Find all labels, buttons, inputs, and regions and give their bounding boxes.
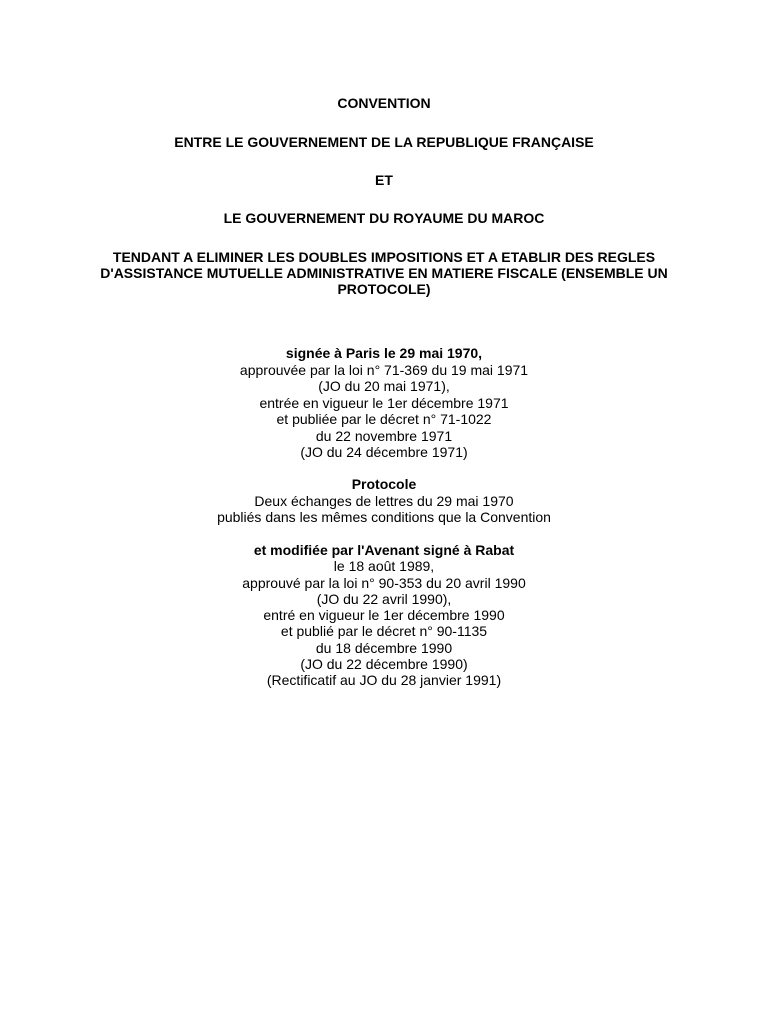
amendment-line: du 18 décembre 1990 bbox=[315, 640, 453, 656]
document-title: CONVENTION bbox=[337, 95, 431, 111]
amendment-line: approuvé par la loi n° 90-353 du 20 avril 1990 bbox=[242, 575, 526, 591]
signature-line: (JO du 24 décembre 1971) bbox=[300, 444, 468, 460]
signature-line: du 22 novembre 1971 bbox=[315, 428, 453, 444]
protocol-line: publiés dans les mêmes conditions que la Convention bbox=[217, 509, 551, 525]
protocol-title: Protocole bbox=[351, 476, 417, 492]
signature-line: (JO du 20 mai 1971), bbox=[318, 378, 450, 394]
protocol-line: Deux échanges de lettres du 29 mai 1970 bbox=[254, 493, 514, 509]
amendment-line: entré en vigueur le 1er décembre 1990 bbox=[263, 607, 505, 623]
party-france: ENTRE LE GOUVERNEMENT DE LA REPUBLIQUE FRANÇAISE bbox=[174, 134, 594, 150]
amendment-line: (JO du 22 avril 1990), bbox=[316, 591, 452, 607]
party-morocco: LE GOUVERNEMENT DU ROYAUME DU MAROC bbox=[223, 210, 545, 226]
amendment-line: et publié par le décret n° 90-1135 bbox=[280, 623, 488, 639]
signature-line: entrée en vigueur le 1er décembre 1971 bbox=[259, 395, 509, 411]
signature-title: signée à Paris le 29 mai 1970, bbox=[285, 345, 483, 361]
conjunction-et: ET bbox=[375, 172, 393, 188]
purpose-line: D'ASSISTANCE MUTUELLE ADMINISTRATIVE EN MATIERE FISCALE (ENSEMBLE UN bbox=[100, 265, 668, 281]
amendment-title: et modifiée par l'Avenant signé à Rabat bbox=[253, 542, 515, 558]
amendment-line: le 18 août 1989, bbox=[333, 558, 435, 574]
amendment-line: (JO du 22 décembre 1990) bbox=[300, 656, 468, 672]
purpose-line: TENDANT A ELIMINER LES DOUBLES IMPOSITIONS ET A ETABLIR DES REGLES bbox=[112, 249, 656, 265]
purpose-line: PROTOCOLE) bbox=[337, 281, 431, 297]
signature-line: et publiée par le décret n° 71-1022 bbox=[276, 411, 492, 427]
signature-line: approuvée par la loi n° 71-369 du 19 mai 1971 bbox=[239, 362, 529, 378]
amendment-line: (Rectificatif au JO du 28 janvier 1991) bbox=[266, 672, 502, 688]
